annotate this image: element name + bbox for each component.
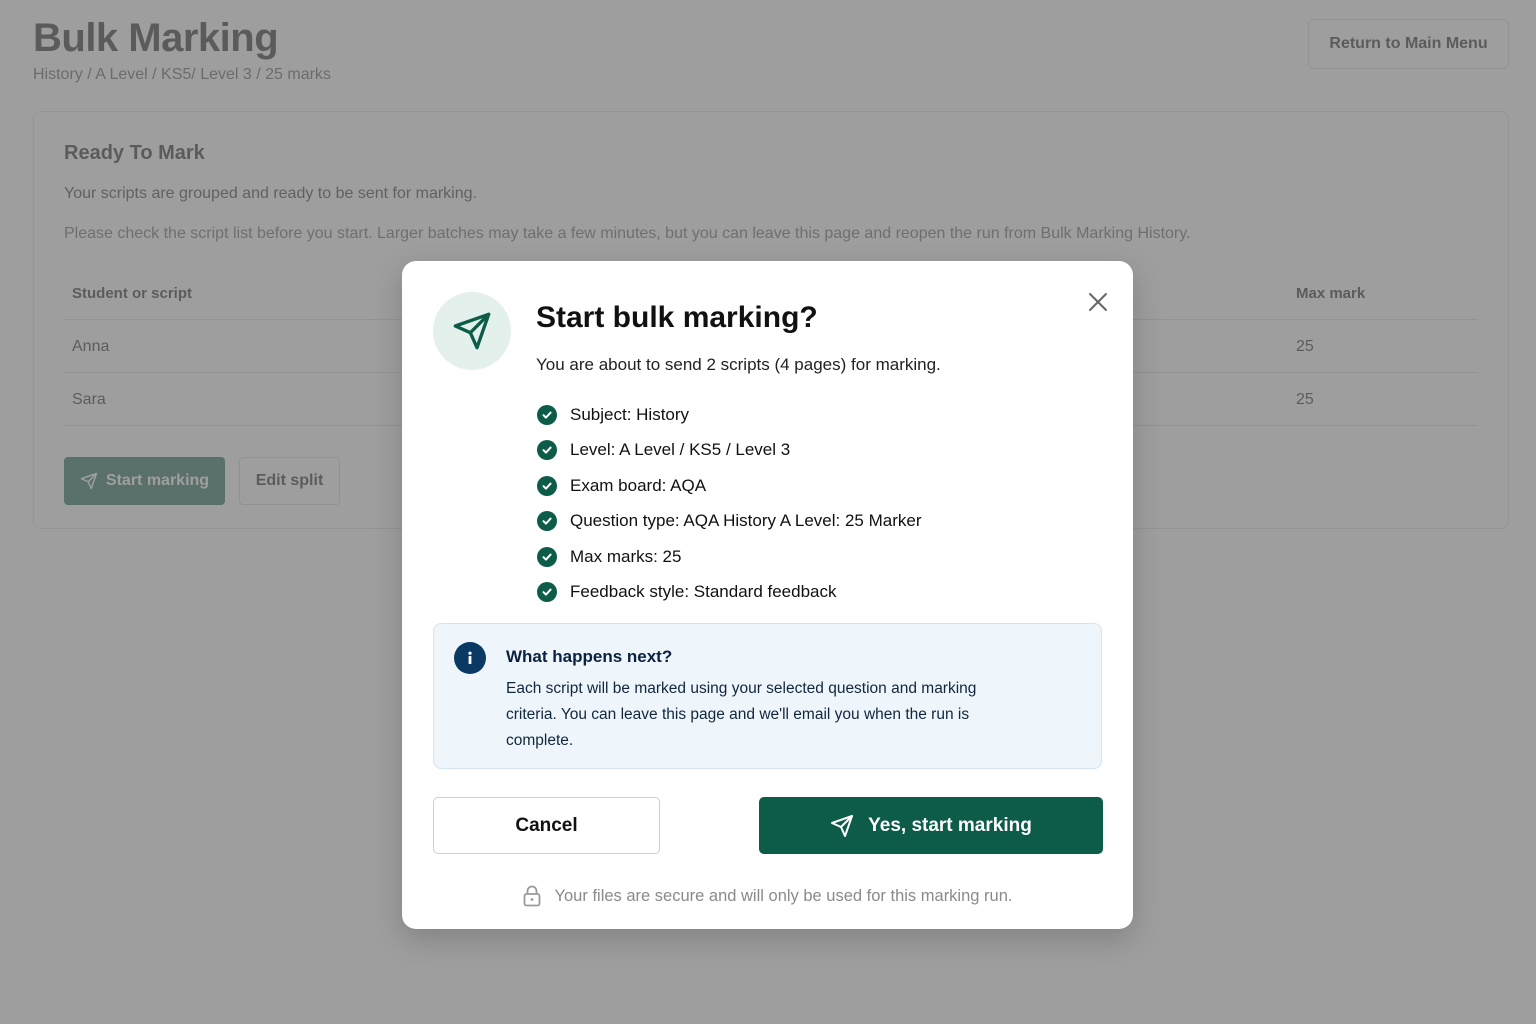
- close-button[interactable]: [1083, 287, 1113, 317]
- paper-plane-icon: [830, 814, 854, 838]
- check-circle-icon: [537, 405, 557, 425]
- modal-subtitle: You are about to send 2 scripts (4 pages) for marking.: [536, 355, 941, 374]
- info-title: What happens next?: [506, 647, 673, 666]
- check-circle-icon: [537, 476, 557, 496]
- security-note-text: Your files are secure and will only be used for this marking run.: [554, 886, 1013, 905]
- checklist-text: Max marks: 25: [570, 546, 682, 566]
- check-circle-icon: [537, 582, 557, 602]
- confirm-start-marking-button[interactable]: [759, 797, 1103, 854]
- close-icon: [1088, 292, 1108, 312]
- lock-icon: [523, 885, 541, 907]
- check-circle-icon: [537, 440, 557, 460]
- paper-plane-icon: [452, 311, 492, 351]
- checklist-text: Subject: History: [570, 404, 690, 424]
- cancel-button[interactable]: Cancel: [433, 797, 660, 854]
- what-happens-next-panel: [433, 623, 1102, 769]
- list-item: [537, 539, 922, 575]
- security-note: [402, 885, 1133, 907]
- list-item: [537, 575, 922, 611]
- checklist-text: Exam board: AQA: [570, 475, 707, 495]
- info-icon: [454, 642, 486, 674]
- start-bulk-marking-dialog: [402, 261, 1133, 929]
- check-circle-icon: [537, 547, 557, 567]
- settings-checklist: [537, 397, 922, 610]
- checklist-text: Feedback style: Standard feedback: [570, 582, 837, 602]
- check-circle-icon: [537, 511, 557, 531]
- list-item: [537, 433, 922, 469]
- modal-icon-badge: [433, 292, 511, 370]
- confirm-label: Yes, start marking: [868, 814, 1032, 836]
- checklist-text: Question type: AQA History A Level: 25 Marker: [570, 511, 922, 531]
- checklist-text: Level: A Level / KS5 / Level 3: [570, 440, 791, 460]
- list-item: [537, 504, 922, 540]
- list-item: [537, 397, 922, 433]
- list-item: [537, 468, 922, 504]
- info-text: Each script will be marked using your selected question and marking criteria. You can leave this page and we'll email you when the run is complete.: [506, 680, 977, 749]
- modal-title: Start bulk marking?: [536, 301, 818, 334]
